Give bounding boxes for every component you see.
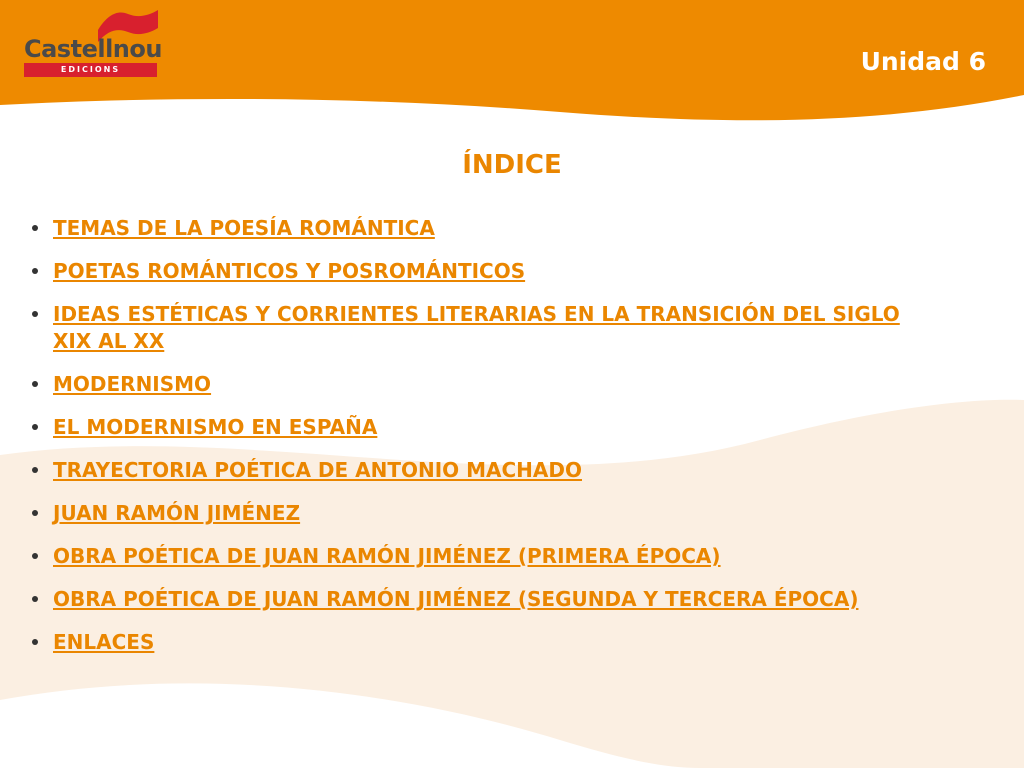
logo-bar (24, 63, 157, 77)
list-item (30, 629, 1010, 656)
list-item (30, 301, 1010, 355)
list-item (30, 371, 1010, 398)
bullet-icon (32, 225, 38, 231)
index-link[interactable]: JUAN RAMÓN JIMÉNEZ (53, 501, 301, 525)
list-item (30, 586, 1010, 613)
list-item (30, 215, 1010, 242)
index-title: ÍNDICE (462, 150, 562, 180)
bullet-icon (32, 424, 38, 430)
unit-title: Unidad 6 (860, 47, 986, 76)
index-link[interactable]: EL MODERNISMO EN ESPAÑA (53, 415, 378, 439)
list-item (30, 414, 1010, 441)
index-link[interactable]: OBRA POÉTICA DE JUAN RAMÓN JIMÉNEZ (PRIMERA ÉPOCA) (53, 544, 721, 568)
castellnou-logo (22, 8, 162, 78)
index-link[interactable]: MODERNISMO (53, 372, 212, 396)
index-link[interactable]: ENLACES (53, 630, 155, 654)
bullet-icon (32, 467, 38, 473)
list-item (30, 500, 1010, 527)
logo-subtitle: EDICIONS (60, 65, 121, 74)
bullet-icon (32, 268, 38, 274)
list-item (30, 543, 1010, 570)
index-link[interactable]: TEMAS DE LA POESÍA ROMÁNTICA (53, 216, 435, 240)
bullet-icon (32, 553, 38, 559)
bullet-icon (32, 381, 38, 387)
bullet-icon (32, 510, 38, 516)
index-list (30, 215, 1010, 672)
index-link[interactable]: IDEAS ESTÉTICAS Y CORRIENTES LITERARIAS EN LA TRANSICIÓN DEL SIGLO XIX AL XX (53, 302, 900, 353)
index-link[interactable]: TRAYECTORIA POÉTICA DE ANTONIO MACHADO (53, 458, 582, 482)
bullet-icon (32, 596, 38, 602)
bullet-icon (32, 311, 38, 317)
list-item (30, 258, 1010, 285)
index-link[interactable]: POETAS ROMÁNTICOS Y POSROMÁNTICOS (53, 259, 526, 283)
bullet-icon (32, 639, 38, 645)
index-link[interactable]: OBRA POÉTICA DE JUAN RAMÓN JIMÉNEZ (SEGUNDA Y TERCERA ÉPOCA) (53, 587, 859, 611)
list-item (30, 457, 1010, 484)
logo-name: Castellnou (24, 35, 162, 63)
